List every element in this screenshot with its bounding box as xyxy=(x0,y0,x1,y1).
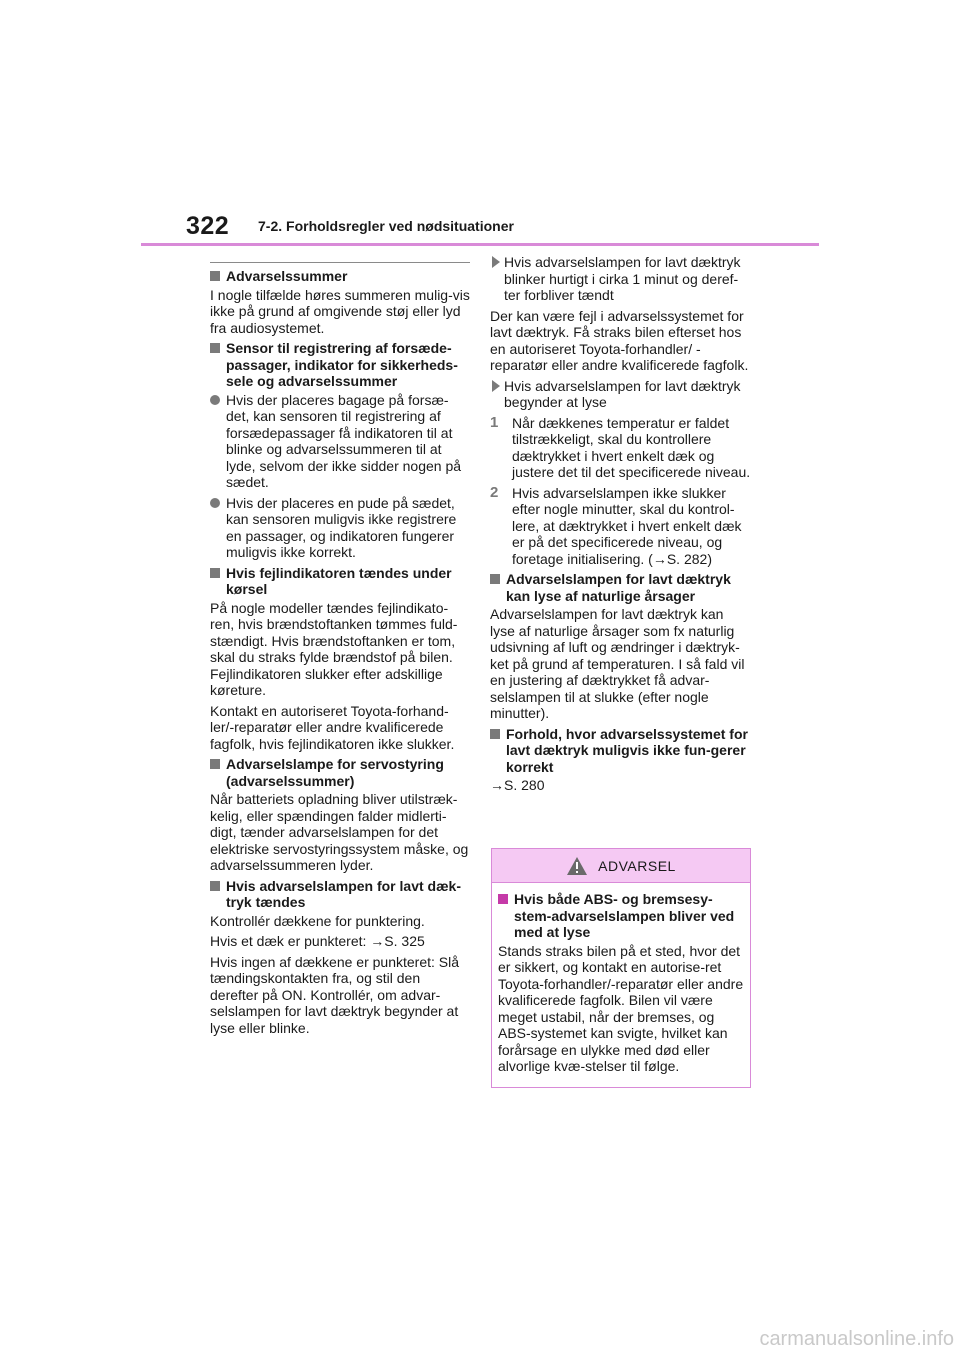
step-number: 1 xyxy=(490,413,499,431)
step-number: 2 xyxy=(490,483,499,501)
paragraph: I nogle tilfælde høres summeren mulig-vis ikke på grund af omgivende støj eller lyd fra audiosystemet. xyxy=(210,286,470,336)
page-number: 322 xyxy=(186,212,230,240)
paragraph: På nogle modeller tændes fejlindikato-ren, hvis brændstoftanken tømmes fuld-stændigt. Hvis brændstoftanken er tom, skal du straks fylde brændstof på bilen. Fejlindikatoren slukker efter adskillige køreture. xyxy=(210,599,458,698)
section-heading: Forhold, hvor advarselssystemet for lavt dæktryk muligvis ikke fun-gerer korrekt xyxy=(490,726,752,776)
square-bullet-icon xyxy=(210,271,220,281)
column-rule xyxy=(210,262,470,263)
paragraph: Advarselslampen for lavt dæktryk kan lyse af naturlige årsager som fx naturlig udsivning af luft og ændringer i dæktryk-ket på grund af temperaturen. I så fald vil en justering af dæktrykket få advar-selslampen til at slukke (efter nogle minutter). xyxy=(490,606,745,721)
section-heading: Advarselslampen for lavt dæktryk kan lyse af naturlige årsager xyxy=(490,571,752,604)
chapter-title: 7-2. Forholdsregler ved nødsituationer xyxy=(258,218,514,234)
left-column xyxy=(210,262,470,1040)
paragraph: Der kan være fejl i advarselssystemet for lavt dæktryk. Få straks bilen efterset hos en autoriseret Toyota-forhandler/ -reparatør eller andre kvalificerede fagfolk. xyxy=(490,307,749,373)
paragraph: Kontakt en autoriseret Toyota-forhand-ler/-reparatør eller andre kvalificerede fagfolk, hvis fejlindikatoren ikke slukker. xyxy=(210,702,455,752)
warning-box xyxy=(491,848,751,1088)
circle-bullet-icon xyxy=(210,395,220,405)
section-heading: Advarselslampe for servostyring (advarselssummer) xyxy=(210,756,470,789)
header-divider xyxy=(141,243,819,246)
numbered-step: 1 Når dækkenes temperatur er faldet tilstrækkeligt, skal du kontrollere dæktrykket i hvert enkelt dæk og justere det til det specificerede niveau. xyxy=(490,413,751,480)
warning-triangle-icon xyxy=(566,856,588,876)
right-column xyxy=(490,254,752,798)
circle-bullet-icon xyxy=(210,498,220,508)
warning-header xyxy=(492,849,750,883)
warning-label: ADVARSEL xyxy=(598,857,676,874)
warning-text: Stands straks bilen på et sted, hvor det er sikkert, og kontakt en autorise-ret Toyota-forhandler/-reparatør eller andre kvalificerede fagfolk. Bilen vil være meget ustabil, når der bremses, og ABS-systemet kan svigte, hvilket kan forårsage en ulykke med død eller alvorlige kvæ-stelser til følge. xyxy=(498,942,744,1074)
square-bullet-icon xyxy=(490,729,500,739)
square-bullet-icon xyxy=(210,759,220,769)
section-heading: Advarselssummer xyxy=(210,268,470,285)
section-heading: Hvis fejlindikatoren tændes under kørsel xyxy=(210,565,470,598)
triangle-bullet-icon xyxy=(492,256,500,268)
square-bullet-icon xyxy=(210,343,220,353)
paragraph: Kontrollér dækkene for punktering. xyxy=(210,912,425,929)
section-heading: Sensor til registrering af forsæde-passager, indikator for sikkerheds-sele og advarselssummer xyxy=(210,340,470,390)
paragraph: Hvis et dæk er punkteret: →S. 325 xyxy=(210,933,425,949)
paragraph: Når batteriets opladning bliver utilstræk-kelig, eller spændingen falder midlerti-digt, tænder advarselslampen for det elektriske servostyringssystem måske, og advarselssummeren lyder. xyxy=(210,791,469,873)
triangle-bullet-icon xyxy=(492,380,500,392)
page-header xyxy=(0,0,960,250)
section-heading: Hvis advarselslampen for lavt dæk-tryk tændes xyxy=(210,878,470,911)
condition-heading: Hvis advarselslampen for lavt dæktryk blinker hurtigt i cirka 1 minut og deref-ter forbliver tændt xyxy=(490,254,752,304)
square-bullet-icon xyxy=(210,568,220,578)
page-reference: →S. 280 xyxy=(490,777,545,793)
warning-title: Hvis både ABS- og bremsesy-stem-advarselslampen bliver ved med at lyse xyxy=(498,891,744,941)
numbered-step: 2 Hvis advarselslampen ikke slukker efter nogle minutter, skal du kontrol-lere, at dæktrykket i hvert enkelt dæk er på det specificerede niveau, og foretage initialisering. (→S. 282) xyxy=(490,483,742,567)
warning-body xyxy=(492,883,750,1075)
watermark: carmanualsonline.info xyxy=(759,1328,954,1350)
square-bullet-icon xyxy=(210,881,220,891)
square-bullet-icon xyxy=(498,894,508,904)
list-item: Hvis der placeres bagage på forsæ-det, kan sensoren til registrering af forsædepassager få indikatoren til at blinke og advarselssummeren til at lyde, selvom der ikke sidder nogen på sædet. xyxy=(210,392,470,491)
square-bullet-icon xyxy=(490,574,500,584)
paragraph: Hvis ingen af dækkene er punkteret: Slå tændingskontakten fra, og stil den derefter på ON. Kontrollér, om advar-selslampen for lavt dæktryk begynder at lyse eller blinke. xyxy=(210,953,460,1036)
list-item: Hvis der placeres en pude på sædet, kan sensoren muligvis ikke registrere en passager, og indikatoren fungerer muligvis ikke korrekt. xyxy=(210,495,470,561)
condition-heading: Hvis advarselslampen for lavt dæktryk begynder at lyse xyxy=(490,378,752,411)
